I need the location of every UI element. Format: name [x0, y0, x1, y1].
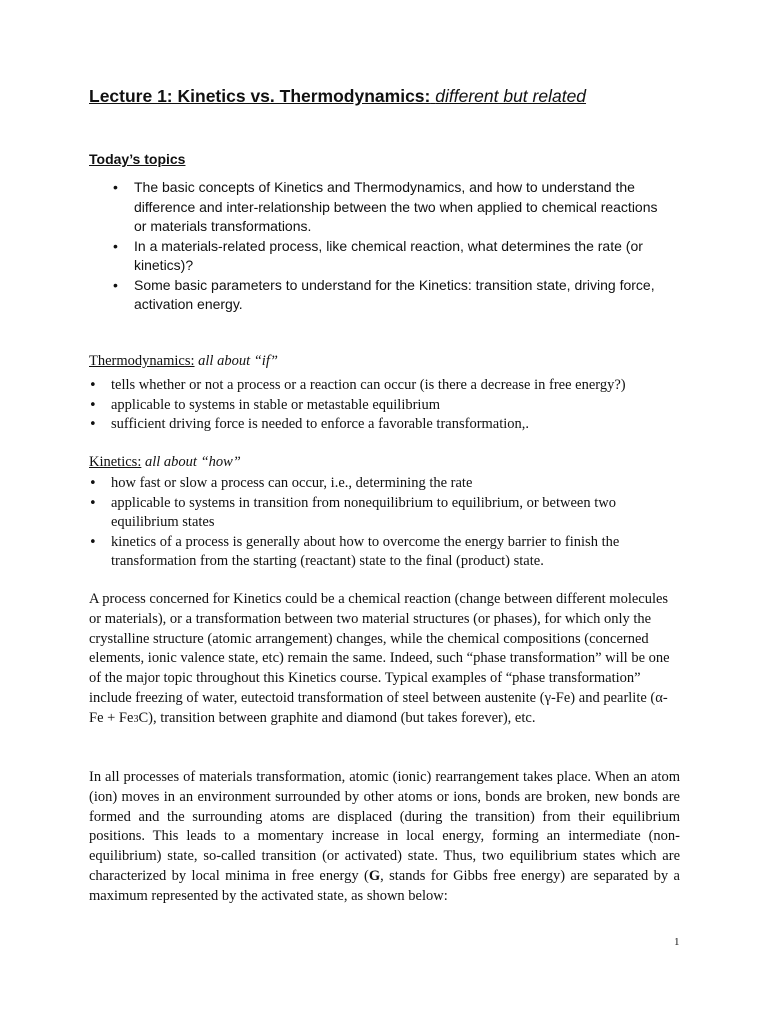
paragraph-text: In all processes of materials transformation, atomic (ionic) rearrangement takes place. When an atom (ion) moves in an environment surrounded by other atoms or ions, bonds are broken, new bonds are formed and the surrounding atoms are displaced (during the transition) from their equilibrium positions. This leads to a momentary increase in local energy, forming an intermediate (non-equilibrium) state, so-called transition (or activated) state. Thus, two equilibrium states which are characterized by local minima in free energy (	[89, 769, 680, 884]
thermodynamics-heading	[89, 353, 278, 370]
paragraph-tail: C), transition between graphite and diamond (but takes forever), etc.	[138, 709, 536, 726]
kinetics-heading	[89, 454, 241, 471]
gibbs-symbol: G	[368, 867, 381, 884]
thermodynamics-label: Thermodynamics:	[89, 353, 195, 369]
list-item: • tells whether or not a process or a reaction can occur (is there a decrease in free energy?)	[89, 376, 664, 396]
kinetics-bullets	[89, 474, 664, 572]
thermodynamics-bullets	[89, 376, 664, 435]
list-item: • applicable to systems in stable or metastable equilibrium	[89, 396, 664, 416]
list-item: • Some basic parameters to understand for the Kinetics: transition state, driving force, activation energy.	[113, 276, 673, 315]
paragraph-tail: , stands for Gibbs free energy) are separated by a maximum represented by the activated state, as shown below:	[89, 867, 680, 904]
paragraph-text: A process concerned for Kinetics could be a chemical reaction (change between different molecules or materials), or a transformation between two material structures (or phases), for which only the crystalline structure (atomic arrangement) changes, while the chemical compositions (concerned elements, ionic valence state, etc) remain the same. Indeed, such “phase transformation” will be one of the major topic throughout this Kinetics course. Typical examples of “phase transformation” include freezing of water, eutectoid transformation of steel between austenite (γ-Fe) and pearlite (α-Fe + Fe	[89, 591, 670, 726]
kinetics-tagline: all about “how”	[144, 454, 241, 470]
paragraph-transition-state	[89, 768, 680, 907]
topics-heading: Today’s topics	[89, 151, 186, 167]
list-item: • The basic concepts of Kinetics and Thermodynamics, and how to understand the difference and inter-relationship between the two when applied to chemical reactions or materials transformations.	[113, 178, 673, 237]
subscript-3: 3	[133, 713, 139, 725]
title-main: Lecture 1: Kinetics vs. Thermodynamics:	[89, 86, 431, 106]
list-item: • In a materials-related process, like chemical reaction, what determines the rate (or kinetics)?	[113, 237, 673, 276]
list-item: • sufficient driving force is needed to enforce a favorable transformation,.	[89, 415, 664, 435]
list-item: • applicable to systems in transition from nonequilibrium to equilibrium, or between two equilibrium states	[89, 494, 664, 533]
topics-list	[113, 178, 673, 315]
list-item: • how fast or slow a process can occur, i.e., determining the rate	[89, 474, 664, 494]
thermodynamics-tagline: all about “if”	[198, 353, 278, 369]
kinetics-label: Kinetics:	[89, 454, 142, 470]
page-title	[89, 86, 586, 107]
page-number: 1	[674, 936, 680, 948]
title-subtitle: different but related	[435, 86, 587, 106]
paragraph-phase-transformation	[89, 590, 680, 730]
list-item: • kinetics of a process is generally about how to overcome the energy barrier to finish the transformation from the starting (reactant) state to the final (product) state.	[89, 533, 664, 572]
